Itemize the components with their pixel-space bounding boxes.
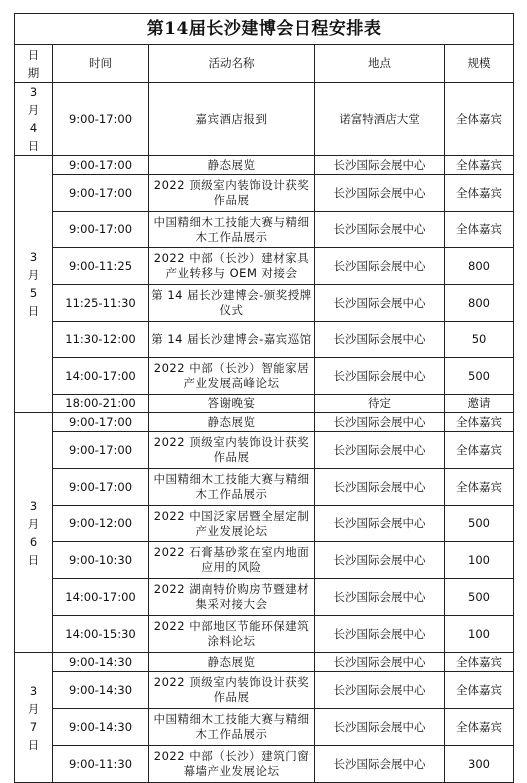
schedule-row bbox=[15, 175, 514, 212]
schedule-row bbox=[15, 395, 514, 413]
header-row bbox=[15, 45, 514, 83]
table-title: 第14届长沙建博会日程安排表 bbox=[15, 14, 514, 45]
activity-cell: 2022 顶级室内装饰设计获奖作品展 bbox=[149, 432, 315, 469]
scale-cell: 全体嘉宾 bbox=[445, 413, 514, 432]
schedule-row bbox=[15, 83, 514, 156]
scale-cell: 全体嘉宾 bbox=[445, 83, 514, 156]
time-cell: 9:00-17:00 bbox=[53, 432, 149, 469]
venue-cell: 长沙国际会展中心 bbox=[315, 672, 445, 709]
time-cell: 9:00-14:30 bbox=[53, 709, 149, 746]
scale-cell: 全体嘉宾 bbox=[445, 156, 514, 175]
scale-cell: 300 bbox=[445, 746, 514, 783]
schedule-row bbox=[15, 542, 514, 579]
scale-cell: 500 bbox=[445, 506, 514, 542]
activity-cell: 2022 湖南特价购房节暨建材集采对接大会 bbox=[149, 579, 315, 616]
scale-cell: 100 bbox=[445, 542, 514, 579]
schedule-row bbox=[15, 709, 514, 746]
activity-cell: 静态展览 bbox=[149, 413, 315, 432]
activity-cell: 答谢晚宴 bbox=[149, 395, 315, 413]
time-cell: 18:00-21:00 bbox=[53, 395, 149, 413]
time-cell: 9:00-12:00 bbox=[53, 506, 149, 542]
venue-cell: 长沙国际会展中心 bbox=[315, 542, 445, 579]
time-cell: 9:00-11:30 bbox=[53, 746, 149, 783]
scale-cell: 全体嘉宾 bbox=[445, 212, 514, 248]
scale-cell: 800 bbox=[445, 285, 514, 322]
time-cell: 9:00-17:00 bbox=[53, 156, 149, 175]
venue-cell: 长沙国际会展中心 bbox=[315, 469, 445, 506]
schedule-row bbox=[15, 506, 514, 542]
activity-cell: 中国精细木工技能大赛与精细木工作品展示 bbox=[149, 212, 315, 248]
venue-cell: 长沙国际会展中心 bbox=[315, 746, 445, 783]
schedule-row bbox=[15, 432, 514, 469]
date-cell: 3月7日 bbox=[15, 653, 53, 783]
time-cell: 14:00-17:00 bbox=[53, 579, 149, 616]
scale-cell: 800 bbox=[445, 248, 514, 285]
venue-cell: 长沙国际会展中心 bbox=[315, 413, 445, 432]
schedule-table bbox=[14, 13, 514, 783]
time-cell: 9:00-17:00 bbox=[53, 469, 149, 506]
header-scale: 规模 bbox=[445, 45, 514, 83]
scale-cell: 全体嘉宾 bbox=[445, 469, 514, 506]
time-cell: 9:00-14:30 bbox=[53, 672, 149, 709]
activity-cell: 2022 中国泛家居暨全屋定制产业发展论坛 bbox=[149, 506, 315, 542]
venue-cell: 长沙国际会展中心 bbox=[315, 285, 445, 322]
time-cell: 9:00-10:30 bbox=[53, 542, 149, 579]
schedule-row bbox=[15, 285, 514, 322]
scale-cell: 全体嘉宾 bbox=[445, 709, 514, 746]
activity-cell: 第 14 届长沙建博会-颁奖授牌仪式 bbox=[149, 285, 315, 322]
scale-cell: 50 bbox=[445, 322, 514, 358]
schedule-row bbox=[15, 248, 514, 285]
activity-cell: 2022 中部地区节能环保建筑涂料论坛 bbox=[149, 616, 315, 653]
time-cell: 9:00-17:00 bbox=[53, 83, 149, 156]
schedule-row bbox=[15, 413, 514, 432]
venue-cell: 长沙国际会展中心 bbox=[315, 248, 445, 285]
header-activity: 活动名称 bbox=[149, 45, 315, 83]
date-cell: 3月6日 bbox=[15, 413, 53, 653]
schedule-row bbox=[15, 469, 514, 506]
header-venue: 地点 bbox=[315, 45, 445, 83]
scale-cell: 500 bbox=[445, 579, 514, 616]
venue-cell: 长沙国际会展中心 bbox=[315, 358, 445, 395]
date-cell: 3月4日 bbox=[15, 83, 53, 156]
time-cell: 11:30-12:00 bbox=[53, 322, 149, 358]
header-date: 日期 bbox=[15, 45, 53, 83]
venue-cell: 长沙国际会展中心 bbox=[315, 212, 445, 248]
venue-cell: 长沙国际会展中心 bbox=[315, 653, 445, 672]
venue-cell: 待定 bbox=[315, 395, 445, 413]
scale-cell: 全体嘉宾 bbox=[445, 432, 514, 469]
scale-cell: 100 bbox=[445, 616, 514, 653]
schedule-row bbox=[15, 579, 514, 616]
scale-cell: 邀请 bbox=[445, 395, 514, 413]
header-time: 时间 bbox=[53, 45, 149, 83]
schedule-document bbox=[14, 13, 514, 783]
activity-cell: 2022 中部（长沙）建筑门窗幕墙产业发展论坛 bbox=[149, 746, 315, 783]
time-cell: 14:00-17:00 bbox=[53, 358, 149, 395]
activity-cell: 静态展览 bbox=[149, 156, 315, 175]
venue-cell: 长沙国际会展中心 bbox=[315, 709, 445, 746]
venue-cell: 长沙国际会展中心 bbox=[315, 156, 445, 175]
scale-cell: 全体嘉宾 bbox=[445, 672, 514, 709]
activity-cell: 2022 顶级室内装饰设计获奖作品展 bbox=[149, 672, 315, 709]
activity-cell: 静态展览 bbox=[149, 653, 315, 672]
venue-cell: 长沙国际会展中心 bbox=[315, 616, 445, 653]
date-cell: 3月5日 bbox=[15, 156, 53, 413]
activity-cell: 中国精细木工技能大赛与精细木工作品展示 bbox=[149, 709, 315, 746]
activity-cell: 第 14 届长沙建博会-嘉宾巡馆 bbox=[149, 322, 315, 358]
schedule-row bbox=[15, 358, 514, 395]
scale-cell: 全体嘉宾 bbox=[445, 175, 514, 212]
time-cell: 9:00-17:00 bbox=[53, 212, 149, 248]
schedule-row bbox=[15, 746, 514, 783]
schedule-row bbox=[15, 322, 514, 358]
time-cell: 9:00-17:00 bbox=[53, 413, 149, 432]
activity-cell: 嘉宾酒店报到 bbox=[149, 83, 315, 156]
time-cell: 14:00-15:30 bbox=[53, 616, 149, 653]
venue-cell: 长沙国际会展中心 bbox=[315, 432, 445, 469]
schedule-row bbox=[15, 653, 514, 672]
schedule-row bbox=[15, 212, 514, 248]
venue-cell: 长沙国际会展中心 bbox=[315, 506, 445, 542]
venue-cell: 长沙国际会展中心 bbox=[315, 322, 445, 358]
time-cell: 9:00-17:00 bbox=[53, 175, 149, 212]
schedule-row bbox=[15, 616, 514, 653]
activity-cell: 中国精细木工技能大赛与精细木工作品展示 bbox=[149, 469, 315, 506]
schedule-row bbox=[15, 156, 514, 175]
venue-cell: 诺富特酒店大堂 bbox=[315, 83, 445, 156]
venue-cell: 长沙国际会展中心 bbox=[315, 175, 445, 212]
scale-cell: 500 bbox=[445, 358, 514, 395]
activity-cell: 2022 中部（长沙）智能家居产业发展高峰论坛 bbox=[149, 358, 315, 395]
time-cell: 9:00-11:25 bbox=[53, 248, 149, 285]
activity-cell: 2022 中部（长沙）建材家具产业转移与 OEM 对接会 bbox=[149, 248, 315, 285]
activity-cell: 2022 石膏基砂浆在室内地面应用的风险 bbox=[149, 542, 315, 579]
activity-cell: 2022 顶级室内装饰设计获奖作品展 bbox=[149, 175, 315, 212]
time-cell: 11:25-11:30 bbox=[53, 285, 149, 322]
schedule-row bbox=[15, 672, 514, 709]
time-cell: 9:00-14:30 bbox=[53, 653, 149, 672]
venue-cell: 长沙国际会展中心 bbox=[315, 579, 445, 616]
scale-cell: 全体嘉宾 bbox=[445, 653, 514, 672]
